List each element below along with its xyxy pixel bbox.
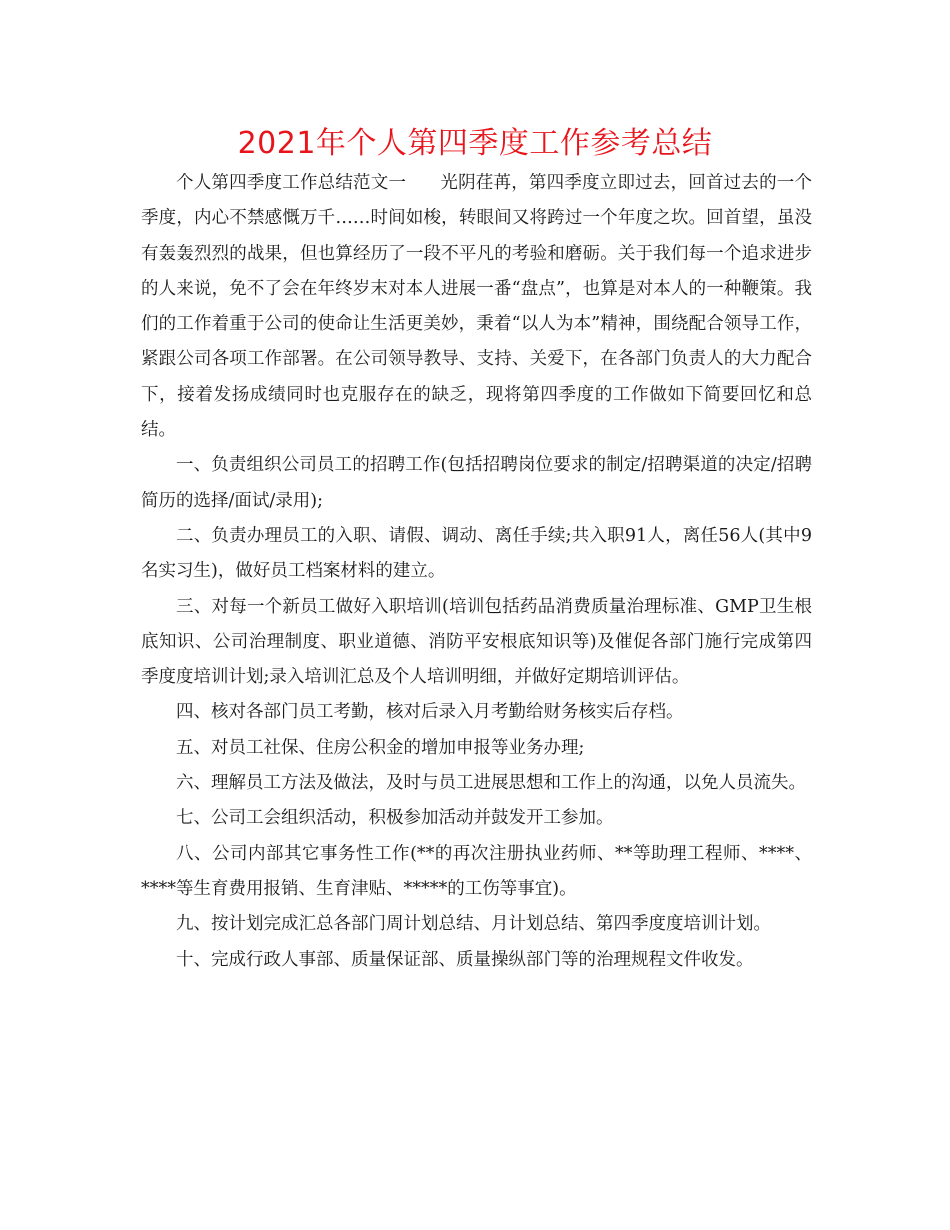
item-paragraph-9: 九、按计划完成汇总各部门周计划总结、月计划总结、第四季度度培训计划。 (176, 914, 771, 935)
item-paragraph-2: 二、负责办理员工的入职、请假、调动、离任手续;共入职91人，离任56人(其中9名实习生)，做好员工档案材料的建立。 (141, 525, 812, 582)
item-paragraph-8: 八、公司内部其它事务性工作(**的再次注册执业药师、**等助理工程师、****、****等生育费用报销、生育津贴、*****的工伤等事宜)。 (141, 843, 812, 899)
item-paragraph-7: 七、公司工会组织活动，积极参加活动并鼓发开工参加。 (176, 808, 614, 829)
intro-lead: 个人第四季度工作总结范文一 (176, 173, 407, 193)
document-title: 2021年个人第四季度工作参考总结 (237, 126, 713, 161)
document-body (141, 166, 812, 978)
intro-text: 光阴荏苒，第四季度立即过去，回首过去的一个季度，内心不禁感慨万千……时间如梭，转眼间又将跨过一个年度之坎。回首望，虽没有轰轰烈烈的战果，但也算经历了一段不平凡的考验和磨砺。关于我们每一个追求进步的人来说，免不了会在年终岁末对本人进展一番“盘点”，也算是对本人的一种鞭策。我们的工作着重于公司的使命让生活更美妙，秉着“以人为本”精神，围绕配合领导工作，紧跟公司各项工作部署。在公司领导教导、支持、关爱下，在各部门负责人的大力配合下，接着发扬成绩同时也克服存在的缺乏，现将第四季度的工作做如下简要回忆和总结。 (141, 173, 813, 441)
item-paragraph-10: 十、完成行政人事部、质量保证部、质量操纵部门等的治理规程文件收发。 (176, 949, 754, 970)
item-paragraph-5: 五、对员工社保、住房公积金的增加申报等业务办理; (176, 737, 585, 758)
item-paragraph-3: 三、对每一个新员工做好入职培训(培训包括药品消费质量治理标准、GMP卫生根底知识、公司治理制度、职业道德、消防平安根底知识等)及催促各部门施行完成第四季度度培训计划;录入培训汇总及个人培训明细，并做好定期培训评估。 (141, 596, 812, 688)
intro-paragraph (141, 166, 812, 448)
item-paragraph-4: 四、核对各部门员工考勤，核对后录入月考勤给财务核实后存档。 (176, 702, 684, 723)
item-paragraph-6: 六、理解员工方法及做法，及时与员工进展思想和工作上的沟通，以免人员流失。 (176, 773, 806, 794)
item-paragraph-1: 一、负责组织公司员工的招聘工作(包括招聘岗位要求的制定/招聘渠道的决定/招聘简历的选择/面试/录用); (141, 455, 812, 511)
